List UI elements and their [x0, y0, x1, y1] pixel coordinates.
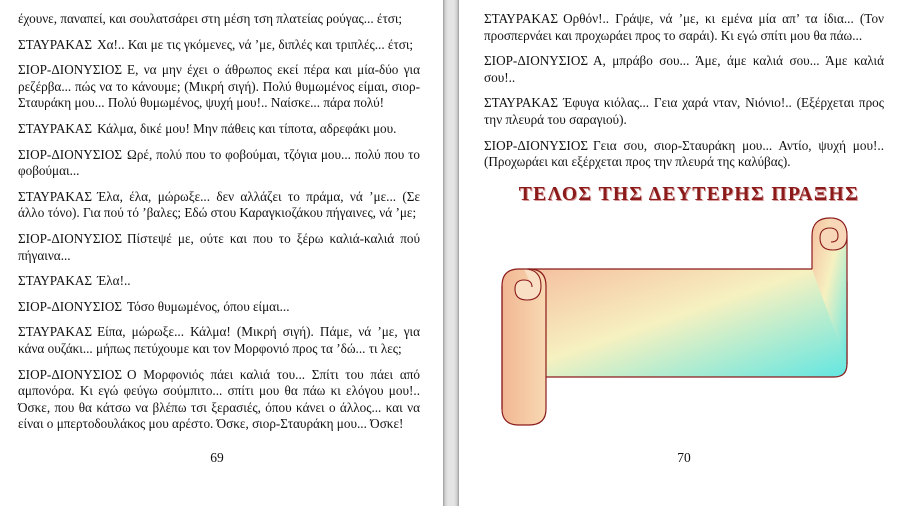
dialogue-text: Έφυγα κιόλας... Γεια χαρά νταν, Νιόνιο!.. (Εξέρχεται προς την πλευρά του σαραγιού). — [484, 95, 884, 127]
left-page-text — [18, 11, 420, 442]
dialogue-line — [18, 324, 420, 357]
dialogue-line — [18, 273, 420, 290]
dialogue-line — [18, 231, 420, 264]
dialogue-line — [18, 147, 420, 180]
dialogue-line — [484, 138, 884, 171]
dialogue-line — [18, 121, 420, 138]
dialogue-line — [18, 11, 420, 28]
dialogue-line — [484, 53, 884, 86]
dialogue-line — [484, 95, 884, 128]
dialogue-text: Κάλμα, δικέ μου! Μην πάθεις και τίποτα, αδρεφάκι μου. — [97, 120, 397, 136]
dialogue-text: Έλα!.. — [97, 273, 131, 289]
dialogue-line — [18, 299, 420, 316]
end-of-act-title: ΤΕΛΟΣ ΤΗΣ ΔΕΥΤΕΡΗΣ ΠΡΑΞΗΣ — [518, 184, 860, 205]
dialogue-line — [18, 37, 420, 54]
dialogue-text: Τόσο θυμωμένος, όπου είμαι... — [127, 298, 290, 314]
speaker-name: ΣΤΑΥΡΑΚΑΣ — [18, 188, 93, 204]
dialogue-text: Ορθόν!.. Γράψε, νά ’με, κι εμένα μία απ’ τα ίδια... (Τον προσπερνάει και προχωράει προς το σαράι). Κι εγώ σπίτι μου θα πάω... — [484, 11, 884, 43]
speaker-name: ΣΤΑΥΡΑΚΑΣ — [18, 36, 93, 52]
dialogue-text: Είπα, μώρωξε... Κάλμα! (Μικρή σιγή). Πάμε, νά ’με, για κάνα ουζάκι... μήπως πετύχουμε και τον Μορφονιό προς τα ’δώ... τι λες; — [18, 324, 420, 356]
speaker-name: ΣΤΑΥΡΑΚΑΣ — [484, 11, 559, 26]
dialogue-text: Έλα, έλα, μώρωξε... δεν αλλάζει το πράμα, νά ’με... (Σε άλλο τόνο). Για πού τό ’βαλες; Εδώ στου Καραγκιοζάκου πήγαινες, νά ’με; — [18, 188, 420, 221]
right-page-text — [484, 11, 884, 180]
dialogue-text: Α, μπράβο σου... Άμε, άμε καλιά σου... Άμε καλιά σου!.. — [484, 53, 884, 85]
dialogue-line — [18, 189, 420, 222]
speaker-name: ΣΙΟΡ-ΔΙΟΝΥΣΙΟΣ — [18, 146, 123, 162]
speaker-name: ΣΤΑΥΡΑΚΑΣ — [484, 95, 559, 111]
speaker-name: ΣΙΟΡ-ΔΙΟΝΥΣΙΟΣ — [484, 137, 589, 153]
scroll-banner-image — [494, 214, 869, 429]
dialogue-text: έχουνε, παναπεί, και σουλατσάρει στη μέση τση πλατείας ρούγας... έτσι; — [18, 11, 403, 26]
speaker-name: ΣΤΑΥΡΑΚΑΣ — [18, 273, 93, 289]
dialogue-text: Χα!.. Και με τις γκόμενες, νά ’με, διπλές και τριπλές... έτσι; — [97, 36, 414, 52]
dialogue-text: Πίστεψέ με, ούτε και που το ξέρω καλιά-καλιά πού πήγαινα... — [18, 230, 420, 263]
speaker-name: ΣΙΟΡ-ΔΙΟΝΥΣΙΟΣ — [18, 62, 123, 78]
speaker-name: ΣΙΟΡ-ΔΙΟΝΥΣΙΟΣ — [18, 298, 123, 314]
speaker-name: ΣΙΟΡ-ΔΙΟΝΥΣΙΟΣ — [18, 366, 123, 382]
page-number-left: 69 — [210, 450, 224, 465]
dialogue-text: Γεια σου, σιορ-Σταυράκη μου... Αντίο, ψυχή μου!.. (Προχωράει και εξέρχεται προς την πλευρά της καλύβας). — [484, 137, 884, 170]
dialogue-text: Ε, να μην έχει ο άθρωπος εκεί πέρα και μία-δύο για ρεζέρβα... πώς να το κάνουμε; (Μικρή σιγή). Πολύ θυμωμένος είμαι, σιορ-Σταυράκη μου... Πολύ θυμωμένος, ψυχή μου!.. Ναίσκε... πάρα πολύ! — [18, 62, 420, 111]
dialogue-text: Ωρέ, πολύ που το φοβούμαι, τζόγια μου... πολύ που το φοβούμαι... — [18, 146, 420, 179]
dialogue-text: Ο Μορφονιός πάει καλιά του... Σπίτι του πάει από αμπονόρα. Κι εγώ φεύγω σούμπιτο... σπίτι μου θα πάω κι ελόγου μου!.. Όσκε, που θα κάτσω να βλέπω τσι ξερασιές, όπου κάνει ο άλλος... και να είναι ο μπερτοδουλάκος μου αρέστο. Όσκε, σιορ-Σταυράκη μου... Όσκε! — [18, 366, 420, 432]
left-page — [0, 0, 443, 506]
speaker-name: ΣΤΑΥΡΑΚΑΣ — [18, 324, 93, 340]
page-number-right: 70 — [677, 450, 691, 465]
book-gutter — [443, 0, 459, 506]
speaker-name: ΣΙΟΡ-ΔΙΟΝΥΣΙΟΣ — [18, 230, 123, 246]
speaker-name: ΣΙΟΡ-ΔΙΟΝΥΣΙΟΣ — [484, 53, 589, 69]
dialogue-line — [484, 11, 884, 44]
dialogue-line — [18, 367, 420, 433]
dialogue-line — [18, 62, 420, 112]
speaker-name: ΣΤΑΥΡΑΚΑΣ — [18, 120, 93, 136]
right-page — [459, 0, 901, 506]
